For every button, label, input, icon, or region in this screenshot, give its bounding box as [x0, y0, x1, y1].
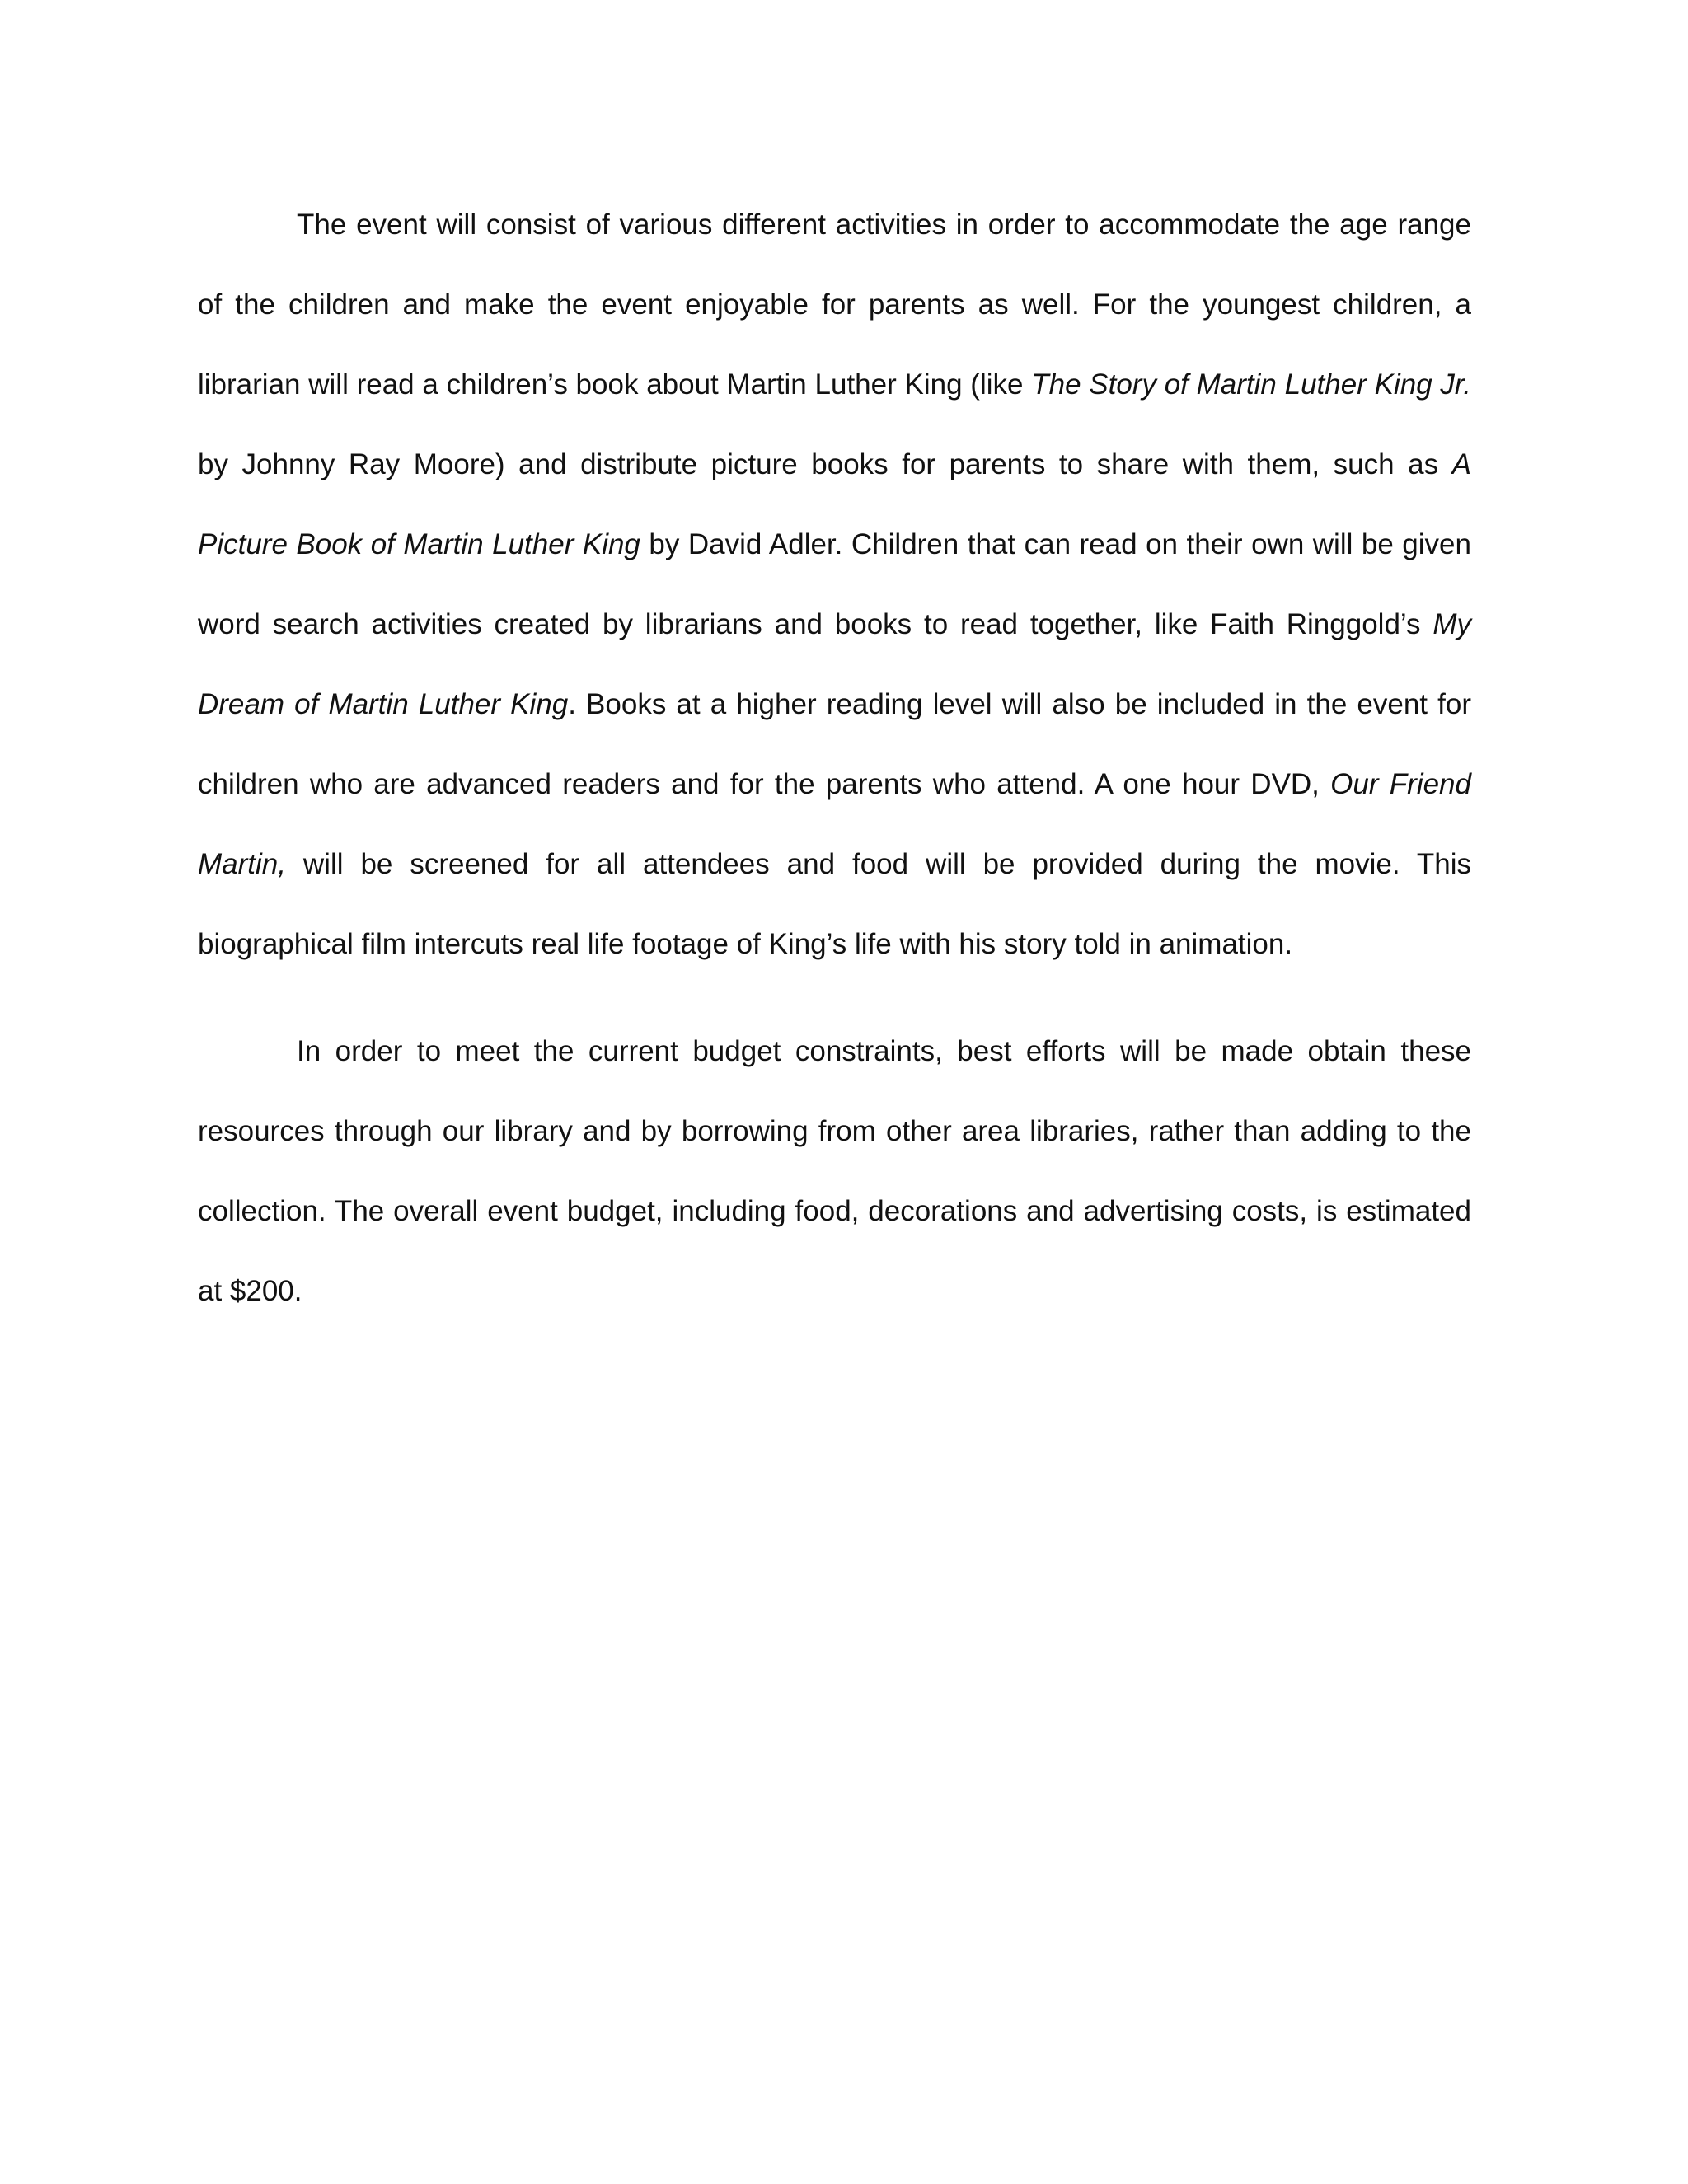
paragraph-event-activities — [198, 185, 1471, 984]
text-segment: will be screened for all attendees and food will be provided during the movie. This biographical film intercuts real life footage of King’s life with his story told in animation. — [198, 848, 1471, 960]
text-segment: by Johnny Ray Moore) and distribute picture books for parents to share with them, such as — [198, 448, 1452, 480]
text-segment: . Books at a higher reading level will also be included in the event for children who are advanced readers and for the parents who attend. A one hour DVD, — [198, 688, 1471, 800]
text-segment: The event will consist of various different activities in order to accommodate the age range of the children and make the event enjoyable for parents as well. For the youngest children, a librarian will read a children’s book about Martin Luther King (like — [198, 209, 1471, 401]
document-body — [198, 185, 1471, 1331]
dvd-title-our-friend-martin: Our Friend Martin, — [198, 768, 1471, 880]
paragraph-budget — [198, 1011, 1471, 1331]
text-segment: by David Adler. Children that can read on their own will be given word search activities created by librarians and books to read together, like Faith Ringgold’s — [198, 528, 1471, 640]
text-segment: In order to meet the current budget constraints, best efforts will be made obtain these resources through our library and by borrowing from other area libraries, rather than adding to the collection. The overall event budget, including food, decorations and advertising costs, is estimated at $200. — [198, 1035, 1471, 1307]
book-title-my-dream-of-mlk: My Dream of Martin Luther King — [198, 608, 1471, 720]
book-title-picture-book-of-mlk: A Picture Book of Martin Luther King — [198, 448, 1471, 560]
book-title-story-of-mlk: The Story of Martin Luther King Jr. — [1031, 368, 1471, 401]
